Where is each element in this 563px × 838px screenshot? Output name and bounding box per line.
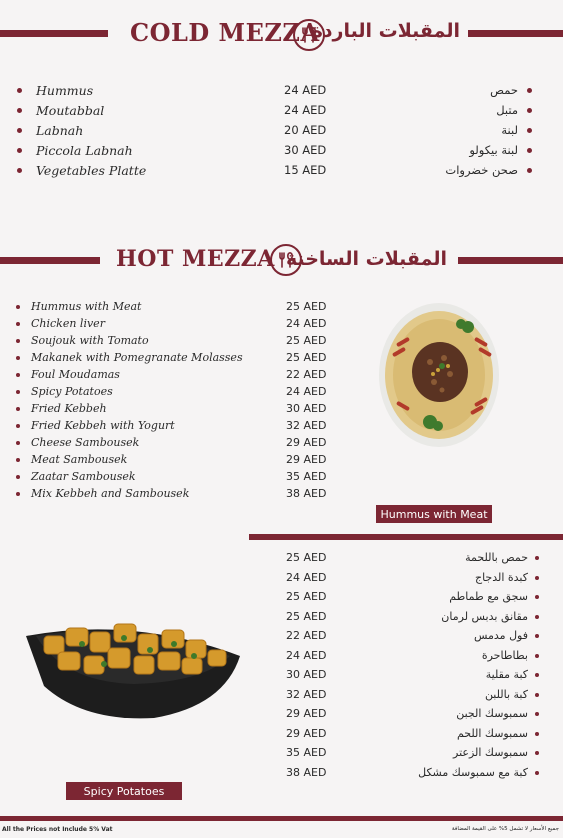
bullet (535, 576, 539, 580)
cold-item-name: Hummus (36, 83, 94, 98)
hot-item-name-ar: بطاطاحرة (481, 648, 528, 662)
bullet (535, 615, 539, 619)
hot-item-name-ar: كبة مقلية (485, 668, 528, 681)
hot-item-price: 29 AED (286, 436, 327, 449)
hot-item-price: 32 AED (286, 419, 327, 432)
hot-item-price-ar-section: 25 AED (286, 551, 327, 564)
hot-mezza-title-ar: المقبلات الساخنة (285, 248, 447, 270)
hot-item-price-ar-section: 32 AED (286, 687, 327, 701)
cold-mezza-title-en: COLD MEZZA (130, 18, 320, 47)
cold-item-name-ar: حمص (490, 83, 518, 97)
bullet (535, 556, 539, 560)
cold-item-name: Vegetables Platte (36, 163, 147, 178)
hot-item-price: 25 AED (286, 300, 327, 313)
hot-item-price: 38 AED (286, 487, 327, 500)
hot-item-price-ar-section: 29 AED (286, 707, 327, 720)
bullet (16, 322, 20, 326)
hot-item-price: 30 AED (286, 402, 327, 415)
hot-item-price-ar-section: 24 AED (286, 570, 327, 584)
hot-item-price: 24 AED (286, 385, 327, 398)
hot-item-price: 35 AED (286, 470, 327, 483)
hot-item-name-ar: سمبوسك اللحم (456, 726, 528, 740)
cold-item-name-ar: لبنة (501, 123, 518, 137)
hot-item-name: Makanek with Pomegranate Molasses (31, 351, 243, 364)
hot-item-name: Mix Kebbeh and Sambousek (31, 487, 190, 500)
bullet (527, 168, 532, 173)
spicy-potatoes-image (24, 606, 242, 724)
hot-item-name-ar: سجق مع طماطم (449, 590, 528, 603)
hot-item-price-ar-section: 22 AED (286, 629, 327, 642)
hot-item-price-ar-section: 29 AED (286, 726, 327, 740)
hot-item-price-ar-section: 38 AED (286, 765, 327, 779)
bullet (16, 339, 20, 343)
cold-item-price: 20 AED (284, 123, 327, 137)
cold-item-name: Moutabbal (36, 103, 105, 118)
hot-header-left-bar (0, 257, 100, 264)
hot-mezza-title-en: HOT MEZZA (116, 246, 275, 272)
bullet (535, 732, 539, 736)
cold-item-name: Labnah (36, 123, 84, 138)
cold-item-price: 15 AED (284, 163, 327, 177)
hot-item-name: Chicken liver (31, 317, 105, 330)
hot-item-name: Soujouk with Tomato (31, 334, 149, 347)
bullet (16, 407, 20, 411)
bullet (535, 634, 539, 638)
cold-header-left-bar (0, 30, 108, 37)
bullet (16, 390, 20, 394)
hot-item-price: 22 AED (286, 368, 327, 381)
bullet (17, 108, 22, 113)
hot-item-name: Zaatar Sambousek (31, 470, 136, 483)
hot-item-price-ar-section: 35 AED (286, 746, 327, 759)
cold-mezza-title-ar: المقبلات الباردة (311, 20, 460, 42)
bullet (527, 148, 532, 153)
hot-item-price: 29 AED (286, 453, 327, 466)
hot-item-price: 25 AED (286, 334, 327, 347)
bullet (535, 751, 539, 755)
bullet (16, 458, 20, 462)
hot-item-name-ar: سمبوسك الجبن (456, 707, 528, 720)
hot-item-name: Cheese Sambousek (31, 436, 140, 449)
hot-item-name-ar: فول مدمس (473, 629, 528, 642)
footer-vat-note-en: All the Prices not Include 5% Vat (2, 826, 113, 833)
hot-item-name-ar: مقانق بدبس لرمان (441, 609, 528, 623)
cold-header-right-bar (468, 30, 563, 37)
bullet (535, 673, 539, 677)
hot-item-price-ar-section: 25 AED (286, 590, 327, 603)
cold-item-price: 24 AED (284, 83, 327, 97)
hot-item-name-ar: كبة باللبن (484, 687, 528, 701)
bullet (527, 108, 532, 113)
hot-item-name: Fried Kebbeh (31, 402, 107, 415)
bullet (16, 424, 20, 428)
hot-item-name-ar: حمص باللحمة (465, 551, 528, 564)
bullet (535, 712, 539, 716)
bullet (16, 373, 20, 377)
bullet (535, 771, 539, 775)
hot-item-name: Fried Kebbeh with Yogurt (31, 419, 175, 432)
cold-item-name-ar: لبنة بيكولو (469, 143, 518, 157)
hot-item-name: Meat Sambousek (31, 453, 128, 466)
bullet (16, 492, 20, 496)
bullet (16, 475, 20, 479)
bullet (16, 441, 20, 445)
bullet (535, 654, 539, 658)
hot-item-name-ar: كبة مع سمبوسك مشكل (418, 765, 528, 779)
bullet (535, 595, 539, 599)
cold-item-name: Piccola Labnah (36, 143, 133, 158)
hot-item-name: Hummus with Meat (31, 300, 142, 313)
hot-item-name-ar: سمبوسك الزعتر (453, 746, 528, 759)
footer-bar (0, 816, 563, 821)
hot-item-name-ar: كبدة الدجاج (474, 570, 528, 584)
bullet (527, 88, 532, 93)
bullet (17, 88, 22, 93)
section-divider (249, 534, 563, 540)
bullet (16, 356, 20, 360)
bullet (17, 128, 22, 133)
hummus-caption: Hummus with Meat (376, 505, 492, 523)
hot-item-price-ar-section: 25 AED (286, 609, 327, 623)
cold-item-price: 24 AED (284, 103, 327, 117)
bullet (16, 305, 20, 309)
cold-item-price: 30 AED (284, 143, 327, 157)
footer-vat-note-ar: جميع الأسعار لا تشمل 5% على القيمة المضافة (451, 826, 559, 832)
hot-item-price-ar-section: 24 AED (286, 648, 327, 662)
hot-item-price: 24 AED (286, 317, 327, 330)
hot-item-price: 25 AED (286, 351, 327, 364)
cold-item-name-ar: صحن خضروات (445, 163, 518, 177)
hot-item-name: Foul Moudamas (31, 368, 120, 381)
bullet (17, 148, 22, 153)
hot-header-right-bar (458, 257, 563, 264)
hummus-with-meat-image (378, 300, 500, 450)
bullet (535, 693, 539, 697)
bullet (17, 168, 22, 173)
hot-item-name: Spicy Potatoes (31, 385, 113, 398)
bullet (527, 128, 532, 133)
cold-item-name-ar: متبل (496, 103, 518, 117)
hot-item-price-ar-section: 30 AED (286, 668, 327, 681)
potatoes-caption: Spicy Potatoes (66, 782, 182, 800)
